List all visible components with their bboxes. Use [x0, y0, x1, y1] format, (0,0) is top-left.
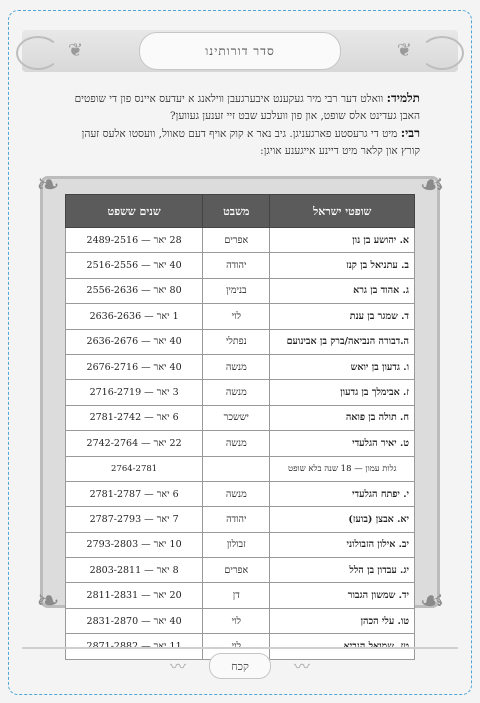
answer-text: מיט די גרעסטע פארגעניגן. גיב נאר א קוק אויף דעם טאוול, וועסטו אלעס זעהן קורץ און קלאר מיט דיינע אייגענע אויגן:	[81, 128, 420, 157]
table-frame	[36, 167, 445, 652]
table-row	[66, 583, 415, 608]
judge-cell: ט. יאיר הגלעדי	[270, 431, 415, 456]
footer-swirl-left-icon: 〰	[170, 657, 187, 676]
judge-cell: י. יפתח הגלעדי	[270, 481, 415, 506]
years-cell: 80 יאר — 2556-2636	[66, 278, 203, 303]
table-row	[66, 507, 415, 532]
table-header-row	[66, 195, 415, 228]
years-cell: 2764-2781	[66, 456, 203, 481]
judge-cell: יא. אבצן (בועז)	[270, 507, 415, 532]
tribe-cell	[203, 456, 270, 481]
header-judge: שופטי ישראל	[270, 195, 415, 228]
dialogue	[60, 90, 420, 160]
table-row	[66, 608, 415, 633]
judge-cell: ה.דבורה הנביאה/ברק בן אבינועם	[270, 329, 415, 354]
footer-swirl-right-icon: 〰	[293, 657, 310, 676]
judge-cell: טז. שמואל הנביא	[270, 634, 415, 659]
page-title: סדר דורותינו	[139, 32, 341, 70]
table-row	[66, 354, 415, 379]
swirl-right-icon: ❦	[396, 40, 412, 61]
years-cell: 6 יאר — 2781-2742	[66, 405, 203, 430]
question-speaker: תלמיד:	[386, 91, 420, 105]
judge-cell: ד. שמגר בן ענת	[270, 304, 415, 329]
tribe-cell: מנשה	[203, 354, 270, 379]
years-cell: 11 יאר — 2871-2882	[66, 634, 203, 659]
corner-ornament-icon: ❧	[36, 583, 60, 617]
table-row	[66, 253, 415, 278]
note-cell: גלות עמון — 18 שנה בלא שופט	[270, 456, 415, 481]
tribe-cell: אפרים	[203, 558, 270, 583]
header-years: שנים ששפט	[66, 195, 203, 228]
judge-cell: ג. אהוד בן גרא	[270, 278, 415, 303]
page-number: קכח	[209, 653, 271, 679]
table-row	[66, 405, 415, 430]
years-cell: 7 יאר — 2787-2793	[66, 507, 203, 532]
table-row	[66, 278, 415, 303]
judge-cell: טו. עלי הכהן	[270, 608, 415, 633]
header-tribe: משבט	[203, 195, 270, 228]
years-cell: 22 יאר — 2742-2764	[66, 431, 203, 456]
table-row	[66, 456, 415, 481]
answer-paragraph	[60, 125, 420, 160]
header-ornament	[22, 30, 458, 72]
tribe-cell: דן	[203, 583, 270, 608]
table-row	[66, 304, 415, 329]
question-text: וואלט דער רבי מיר געקענט איבערגעבן ווילאנג א יעדעס איינס פון די שופטים האבן געדינט אלס שופט, און פון וועלכע שבט זיי זענען געווען?	[74, 93, 420, 122]
years-cell: 10 יאר — 2793-2803	[66, 532, 203, 557]
table-row	[66, 532, 415, 557]
table-row	[66, 481, 415, 506]
judges-table	[65, 194, 415, 660]
judge-cell: ב. עתניאל בן קנז	[270, 253, 415, 278]
years-cell: 1 יאר — 2636-2636	[66, 304, 203, 329]
tribe-cell: לוי	[203, 608, 270, 633]
tribe-cell: זבולון	[203, 532, 270, 557]
years-cell: 8 יאר — 2803-2811	[66, 558, 203, 583]
table-row	[66, 558, 415, 583]
judge-cell: ו. גדעון בן יואש	[270, 354, 415, 379]
table-row	[66, 329, 415, 354]
judge-cell: ח. תולה בן פואה	[270, 405, 415, 430]
years-cell: 40 יאר — 2516-2556	[66, 253, 203, 278]
swirl-left-icon: ❦	[68, 40, 84, 61]
tribe-cell: בנימין	[203, 278, 270, 303]
years-cell: 40 יאר — 2676-2716	[66, 354, 203, 379]
judge-cell: יד. שמשון הגבור	[270, 583, 415, 608]
judge-cell: ז. אבימלך בן גדעון	[270, 380, 415, 405]
judge-cell: יב. אילון הזבולוני	[270, 532, 415, 557]
years-cell: 20 יאר — 2811-2831	[66, 583, 203, 608]
judge-cell: א. יהושע בן נון	[270, 228, 415, 253]
table-row	[66, 431, 415, 456]
corner-ornament-icon: ☙	[419, 583, 445, 617]
years-cell: 6 יאר — 2781-2787	[66, 481, 203, 506]
tribe-cell: יהודה	[203, 253, 270, 278]
tribe-cell: מנשה	[203, 481, 270, 506]
tribe-cell: אפרים	[203, 228, 270, 253]
years-cell: 28 יאר — 2489-2516	[66, 228, 203, 253]
judge-cell: יג. עבדון בן הלל	[270, 558, 415, 583]
question-paragraph	[60, 90, 420, 125]
years-cell: 40 יאר — 2831-2870	[66, 608, 203, 633]
tribe-cell: יהודה	[203, 507, 270, 532]
years-cell: 3 יאר — 2716-2719	[66, 380, 203, 405]
table-row	[66, 380, 415, 405]
tribe-cell: לוי	[203, 304, 270, 329]
table-row	[66, 228, 415, 253]
tribe-cell: נפתלי	[203, 329, 270, 354]
answer-speaker: רבי:	[400, 126, 420, 140]
tribe-cell: מנשה	[203, 431, 270, 456]
tribe-cell: מנשה	[203, 380, 270, 405]
corner-ornament-icon: ❧	[36, 167, 60, 201]
years-cell: 40 יאר — 2636-2676	[66, 329, 203, 354]
tribe-cell: יששכר	[203, 405, 270, 430]
tribe-cell: לוי	[203, 634, 270, 659]
corner-ornament-icon: ☙	[419, 167, 445, 201]
